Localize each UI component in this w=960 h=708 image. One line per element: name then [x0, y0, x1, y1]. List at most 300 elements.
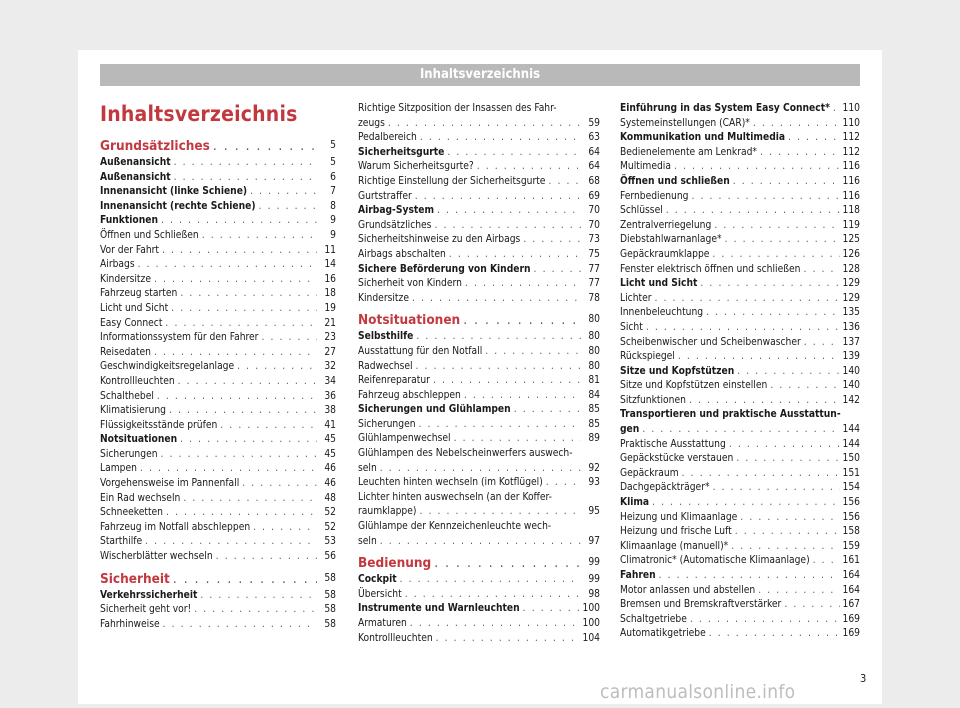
toc-page-number: 97	[588, 535, 600, 547]
toc-entry-title: Gepäckstücke verstauen	[620, 453, 734, 465]
toc-entry[interactable]	[100, 448, 336, 463]
toc-page-number: 59	[588, 117, 600, 129]
dot-leader	[415, 190, 581, 205]
toc-entry[interactable]	[358, 190, 600, 205]
toc-entry[interactable]	[358, 374, 600, 389]
toc-entry[interactable]	[358, 476, 600, 491]
dot-leader	[485, 345, 581, 360]
toc-entry[interactable]	[100, 200, 336, 215]
toc-page-number: 45	[324, 434, 336, 446]
toc-entry-title: Innenbeleuchtung	[620, 307, 704, 319]
toc-entry[interactable]	[358, 219, 600, 234]
dot-leader	[463, 310, 581, 330]
toc-page-number: 156	[842, 511, 860, 523]
toc-page-number: 135	[842, 307, 860, 319]
dot-leader	[784, 598, 839, 613]
toc-page-number: 80	[588, 331, 600, 343]
dot-leader	[419, 505, 581, 520]
toc-entry-title: Radwechsel	[358, 360, 413, 372]
toc-page-number: 116	[842, 190, 860, 202]
toc-entry-title: Glühlampenwechsel	[358, 433, 451, 445]
dot-leader	[380, 535, 581, 550]
toc-entry[interactable]	[358, 263, 600, 278]
toc-entry-title: Reifenreparatur	[358, 375, 430, 387]
dot-leader	[713, 481, 840, 496]
toc-entry[interactable]	[620, 117, 860, 132]
toc-entry[interactable]	[358, 505, 600, 520]
toc-page-number: 63	[588, 132, 600, 144]
toc-entry[interactable]	[358, 360, 600, 375]
toc-page-number: 64	[588, 146, 600, 158]
toc-entry[interactable]	[620, 190, 860, 205]
toc-entry[interactable]	[620, 175, 860, 190]
dot-leader	[666, 204, 840, 219]
toc-page-number: 77	[588, 263, 600, 275]
dot-leader	[447, 146, 581, 161]
toc-entry-title: Öffnen und schließen	[620, 175, 730, 187]
toc-page-number: 154	[842, 482, 860, 494]
toc-entry[interactable]	[620, 627, 860, 642]
dot-leader	[161, 448, 317, 463]
dot-leader	[178, 375, 317, 390]
toc-entry[interactable]	[358, 432, 600, 447]
toc-entry-title: Sicherheitsgurte	[358, 146, 445, 158]
toc-page-number: 110	[842, 117, 860, 129]
dot-leader	[689, 394, 840, 409]
toc-entry-title: Flüssigkeitsstände prüfen	[100, 419, 218, 431]
dot-leader	[138, 258, 317, 273]
toc-page-number: 6	[330, 171, 336, 183]
dot-leader	[437, 204, 581, 219]
toc-entry[interactable]	[100, 229, 336, 244]
dot-leader	[706, 306, 839, 321]
toc-entry[interactable]	[620, 452, 860, 467]
toc-section-heading[interactable]	[100, 136, 336, 156]
toc-page-number: 169	[842, 613, 860, 625]
toc-entry[interactable]	[358, 277, 600, 292]
toc-column-2	[358, 102, 600, 646]
toc-entry[interactable]	[358, 330, 600, 345]
toc-entry-title: Kommunikation und Multimedia	[620, 132, 786, 144]
toc-entry[interactable]	[620, 204, 860, 219]
toc-page-number: 156	[842, 497, 860, 509]
toc-page-number: 18	[324, 288, 336, 300]
dot-leader	[523, 602, 580, 617]
toc-entry[interactable]	[620, 102, 860, 117]
toc-page-number: 21	[324, 317, 336, 329]
toc-entry[interactable]	[100, 535, 336, 550]
toc-entry[interactable]	[358, 462, 600, 477]
toc-page-number: 98	[588, 588, 600, 600]
toc-entry[interactable]	[100, 521, 336, 536]
toc-entry[interactable]	[358, 588, 600, 603]
toc-entry[interactable]	[358, 146, 600, 161]
dot-leader	[642, 423, 839, 438]
dot-leader	[770, 379, 839, 394]
toc-column-3	[620, 102, 860, 642]
dot-leader	[803, 263, 839, 278]
toc-entry-title: Sicherheitshinweise zu den Airbags	[358, 234, 521, 246]
toc-entry-title: Ein Rad wechseln	[100, 492, 181, 504]
dot-leader	[655, 292, 840, 307]
toc-section-heading[interactable]	[100, 569, 336, 589]
toc-entry-title: Lichter	[620, 292, 652, 304]
dot-leader	[464, 389, 581, 404]
dot-leader	[514, 403, 581, 418]
toc-entry[interactable]	[620, 496, 860, 511]
toc-page-number: 110	[842, 103, 860, 114]
toc-entry[interactable]	[100, 258, 336, 273]
dot-leader	[465, 277, 581, 292]
toc-entry[interactable]	[100, 317, 336, 332]
toc-entry[interactable]	[358, 175, 600, 190]
toc-page-number: 169	[842, 628, 860, 640]
toc-section-heading[interactable]	[358, 310, 600, 330]
toc-entry-title: Armaturen	[358, 618, 407, 629]
toc-entry[interactable]	[100, 302, 336, 317]
toc-entry-title: Diebstahlwarnanlage*	[620, 234, 722, 246]
toc-section-heading[interactable]	[358, 553, 600, 573]
dot-leader	[213, 136, 317, 156]
dot-leader	[449, 248, 581, 263]
toc-entry-line	[358, 447, 600, 462]
toc-entry-title: seln	[358, 462, 377, 474]
toc-entry[interactable]	[620, 467, 860, 482]
toc-entry[interactable]	[620, 379, 860, 394]
toc-entry-title: Licht und Sicht	[620, 278, 698, 290]
dot-leader	[420, 131, 581, 146]
dot-leader	[646, 321, 840, 336]
toc-entry-title: Schaltgetriebe	[620, 613, 687, 625]
watermark-text: carmanualsonline.info	[600, 681, 796, 703]
toc-page-number: 118	[842, 205, 860, 217]
toc-entry[interactable]	[620, 146, 860, 161]
toc-entry[interactable]	[358, 233, 600, 248]
toc-entry[interactable]	[100, 185, 336, 200]
toc-page-number: 128	[842, 263, 860, 275]
dot-leader	[171, 302, 317, 317]
toc-page-number: 142	[842, 394, 860, 406]
toc-entry-line	[620, 408, 860, 423]
dot-leader	[725, 233, 840, 248]
toc-entry-title: Innenansicht (linke Schiene)	[100, 186, 248, 198]
toc-entry[interactable]	[100, 375, 336, 390]
toc-entry[interactable]	[620, 277, 860, 292]
toc-entry[interactable]	[620, 248, 860, 263]
dot-leader	[216, 550, 317, 565]
toc-page-number: 129	[842, 278, 860, 290]
toc-entry-title: Scheibenwischer und Scheibenwascher	[620, 336, 801, 348]
toc-page-number: 112	[842, 132, 860, 144]
toc-page-number: 52	[324, 507, 336, 519]
dot-leader	[760, 146, 839, 161]
toc-entry[interactable]	[358, 117, 600, 132]
toc-entry-title: Fahrzeug im Notfall abschleppen	[100, 521, 251, 533]
toc-entry[interactable]	[620, 219, 860, 234]
toc-entry-title: Bedienung	[358, 555, 432, 572]
toc-entry[interactable]	[620, 160, 860, 175]
toc-entry[interactable]	[100, 171, 336, 186]
toc-entry-title: Glühlampen des Nebelscheinwerfers auswech-	[358, 448, 573, 460]
toc-entry[interactable]	[100, 462, 336, 477]
toc-entry[interactable]	[100, 589, 336, 604]
toc-entry-title: Innenansicht (rechte Schiene)	[100, 200, 256, 212]
toc-entry-title: Fahrhinweise	[100, 618, 160, 630]
toc-entry-title: Fenster elektrisch öffnen und schließen	[620, 263, 801, 275]
toc-entry-title: Airbags	[100, 259, 135, 271]
toc-entry[interactable]	[620, 306, 860, 321]
toc-entry[interactable]	[358, 248, 600, 263]
toc-page-number: 56	[324, 551, 336, 563]
dot-leader	[731, 540, 839, 555]
toc-entry-title: Informationssystem für den Fahrer	[100, 332, 259, 344]
toc-page-number: 69	[588, 190, 600, 202]
toc-page-number: 9	[330, 215, 336, 227]
dot-leader	[674, 160, 840, 175]
toc-page-number: 125	[842, 234, 860, 246]
toc-entry[interactable]	[358, 418, 600, 433]
toc-entry[interactable]	[100, 156, 336, 171]
dot-leader	[173, 569, 317, 589]
toc-entry[interactable]	[100, 433, 336, 448]
toc-entry[interactable]	[620, 350, 860, 365]
dot-leader	[700, 277, 839, 292]
toc-entry[interactable]	[100, 360, 336, 375]
dot-leader	[259, 200, 317, 215]
toc-entry-title: Glühlampe der Kennzeichenleuchte wech-	[358, 521, 552, 533]
toc-page-number: 112	[842, 146, 860, 158]
toc-entry[interactable]	[620, 554, 860, 569]
toc-entry[interactable]	[100, 618, 336, 633]
toc-page-number: 52	[324, 521, 336, 533]
toc-page-number: 164	[842, 570, 860, 581]
dot-leader	[200, 589, 317, 604]
toc-entry[interactable]	[358, 602, 600, 617]
toc-entry[interactable]	[620, 540, 860, 555]
dot-leader	[157, 390, 317, 405]
toc-entry[interactable]	[100, 214, 336, 229]
toc-entry-title: Rückspiegel	[620, 351, 675, 363]
toc-entry-title: Bedienelemente am Lenkrad*	[620, 146, 758, 158]
page-number: 3	[860, 672, 867, 685]
dot-leader	[250, 185, 317, 200]
toc-entry[interactable]	[620, 438, 860, 453]
toc-entry[interactable]	[100, 603, 336, 618]
toc-page-number: 80	[588, 345, 600, 357]
toc-entry-title: Geschwindigkeitsregelanlage	[100, 361, 235, 373]
toc-entry[interactable]	[358, 573, 600, 588]
toc-entry[interactable]	[620, 613, 860, 628]
toc-entry[interactable]	[100, 419, 336, 434]
dot-leader	[804, 336, 840, 351]
toc-column-1	[100, 98, 336, 632]
toc-entry-title: Funktionen	[100, 215, 158, 227]
toc-entry[interactable]	[620, 394, 860, 409]
toc-entry-title: Dachgepäckträger*	[620, 482, 710, 494]
toc-entry-title: Licht und Sicht	[100, 302, 169, 314]
toc-entry[interactable]	[100, 506, 336, 521]
dot-leader	[180, 433, 317, 448]
toc-entry[interactable]	[358, 204, 600, 219]
dot-leader	[436, 632, 580, 647]
dot-leader	[523, 233, 581, 248]
toc-page-number: 11	[324, 244, 336, 256]
toc-entry-title: Sicherungen und Glühlampen	[358, 404, 511, 416]
toc-entry-title: Airbag-System	[358, 205, 435, 217]
toc-entry-title: Schalthebel	[100, 390, 154, 402]
toc-page-number: 89	[588, 433, 600, 445]
dot-leader	[183, 492, 317, 507]
toc-entry-title: Schlüssel	[620, 205, 663, 217]
dot-leader	[682, 467, 840, 482]
dot-leader	[753, 117, 840, 132]
toc-entry-title: Richtige Sitzposition der Insassen des Fahr-	[358, 103, 557, 114]
toc-page-number: 41	[324, 419, 336, 431]
toc-page-number: 85	[588, 404, 600, 416]
toc-entry-line	[358, 520, 600, 535]
dot-leader	[220, 419, 317, 434]
toc-page-number: 164	[842, 584, 860, 596]
toc-entry[interactable]	[358, 617, 600, 632]
toc-entry[interactable]	[100, 550, 336, 565]
toc-entry-title: Sicht	[620, 321, 643, 333]
toc-entry[interactable]	[358, 292, 600, 307]
toc-entry-title: Zentralverriegelung	[620, 219, 712, 231]
toc-entry-title: Warum Sicherheitsgurte?	[358, 161, 474, 173]
toc-entry-title: Schneeketten	[100, 507, 163, 519]
toc-entry-title: Instrumente und Warnleuchten	[358, 603, 520, 615]
toc-entry[interactable]	[620, 584, 860, 599]
dot-leader	[833, 102, 840, 117]
toc-entry-title: Climatronic* (Automatische Klimaanlage)	[620, 555, 810, 567]
dot-leader	[729, 438, 840, 453]
dot-leader	[180, 287, 317, 302]
toc-entry[interactable]	[358, 403, 600, 418]
dot-leader	[169, 404, 317, 419]
dot-leader	[691, 190, 839, 205]
dot-leader	[690, 613, 840, 628]
toc-page-number: 100	[582, 603, 600, 615]
running-header: Inhaltsverzeichnis	[100, 64, 860, 86]
toc-page-number: 19	[324, 302, 336, 314]
toc-page-number: 129	[842, 292, 860, 304]
toc-entry[interactable]	[620, 569, 860, 584]
toc-page-number: 99	[588, 574, 600, 586]
toc-entry-title: Vor der Fahrt	[100, 244, 160, 256]
dot-leader	[242, 477, 317, 492]
toc-entry[interactable]	[620, 598, 860, 613]
toc-entry-title: Pedalbereich	[358, 132, 417, 144]
dot-leader	[416, 330, 581, 345]
toc-entry[interactable]	[100, 404, 336, 419]
toc-page-number: 5	[330, 140, 336, 151]
toc-entry[interactable]	[100, 477, 336, 492]
toc-page-number: 78	[588, 292, 600, 304]
toc-entry-title: Vorgehensweise im Pannenfall	[100, 478, 240, 490]
dot-leader	[659, 569, 840, 584]
toc-entry[interactable]	[358, 131, 600, 146]
toc-entry[interactable]	[620, 423, 860, 438]
toc-page-number: 140	[842, 365, 860, 377]
toc-entry[interactable]	[100, 331, 336, 346]
toc-entry-title: Easy Connect	[100, 317, 163, 329]
toc-entry-title: Sicherungen	[358, 418, 416, 430]
toc-entry[interactable]	[100, 244, 336, 259]
toc-page-number: 137	[842, 336, 860, 348]
toc-entry[interactable]	[100, 390, 336, 405]
dot-leader	[678, 350, 840, 365]
dot-leader	[161, 214, 317, 229]
toc-entry-title: Sitze und Kopfstützen einstellen	[620, 380, 768, 392]
toc-page-number: 151	[842, 467, 860, 479]
toc-entry[interactable]	[620, 365, 860, 380]
toc-page-number: 53	[324, 536, 336, 548]
toc-entry[interactable]	[620, 511, 860, 526]
toc-entry[interactable]	[620, 233, 860, 248]
toc-page-number: 8	[330, 200, 336, 212]
toc-entry[interactable]	[358, 535, 600, 550]
toc-entry-title: Klima	[620, 497, 650, 509]
toc-entry[interactable]	[100, 492, 336, 507]
dot-leader	[534, 263, 581, 278]
toc-entry[interactable]	[358, 389, 600, 404]
toc-entry[interactable]	[620, 292, 860, 307]
toc-entry[interactable]	[358, 632, 600, 647]
toc-page-number: 159	[842, 540, 860, 552]
toc-entry-title: Cockpit	[358, 574, 397, 586]
toc-entry[interactable]	[620, 481, 860, 496]
toc-entry[interactable]	[358, 345, 600, 360]
toc-entry-title: Sicherheit von Kindern	[358, 278, 462, 290]
toc-entry-title: Fahrzeug starten	[100, 288, 178, 300]
toc-entry[interactable]	[100, 273, 336, 288]
toc-entry-title: Selbsthilfe	[358, 331, 414, 343]
toc-entry-title: Kindersitze	[358, 292, 409, 304]
toc-entry-title: Starthilfe	[100, 536, 143, 548]
toc-entry[interactable]	[100, 287, 336, 302]
dot-leader	[140, 462, 317, 477]
toc-page-number: 136	[842, 321, 860, 333]
toc-page-number: 38	[324, 405, 336, 417]
toc-page-number: 95	[588, 506, 600, 518]
toc-page-number: 150	[842, 453, 860, 465]
toc-page-number: 80	[588, 314, 600, 326]
toc-entry[interactable]	[620, 263, 860, 278]
dot-leader	[380, 462, 581, 477]
toc-page-number: 139	[842, 351, 860, 363]
toc-page-number: 36	[324, 390, 336, 402]
toc-entry[interactable]	[620, 321, 860, 336]
toc-entry-title: Motor anlassen und abstellen	[620, 584, 756, 596]
dot-leader	[410, 617, 580, 632]
dot-leader	[165, 317, 317, 332]
toc-page-number: 27	[324, 346, 336, 358]
toc-page-number: 126	[842, 248, 860, 260]
toc-entry-title: Fahrzeug abschleppen	[358, 389, 461, 401]
toc-entry[interactable]	[620, 336, 860, 351]
toc-page-number: 16	[324, 273, 336, 285]
toc-entry[interactable]	[100, 346, 336, 361]
dot-leader	[145, 535, 317, 550]
toc-entry-title: Reisedaten	[100, 346, 151, 358]
toc-page-number: 58	[324, 572, 336, 584]
toc-entry-title: zeugs	[358, 117, 385, 129]
toc-entry[interactable]	[620, 131, 860, 146]
toc-entry[interactable]	[358, 160, 600, 175]
toc-entry[interactable]	[620, 525, 860, 540]
toc-entry-title: Systemeinstellungen (CAR)*	[620, 117, 750, 129]
toc-entry-title: Außenansicht	[100, 171, 171, 183]
